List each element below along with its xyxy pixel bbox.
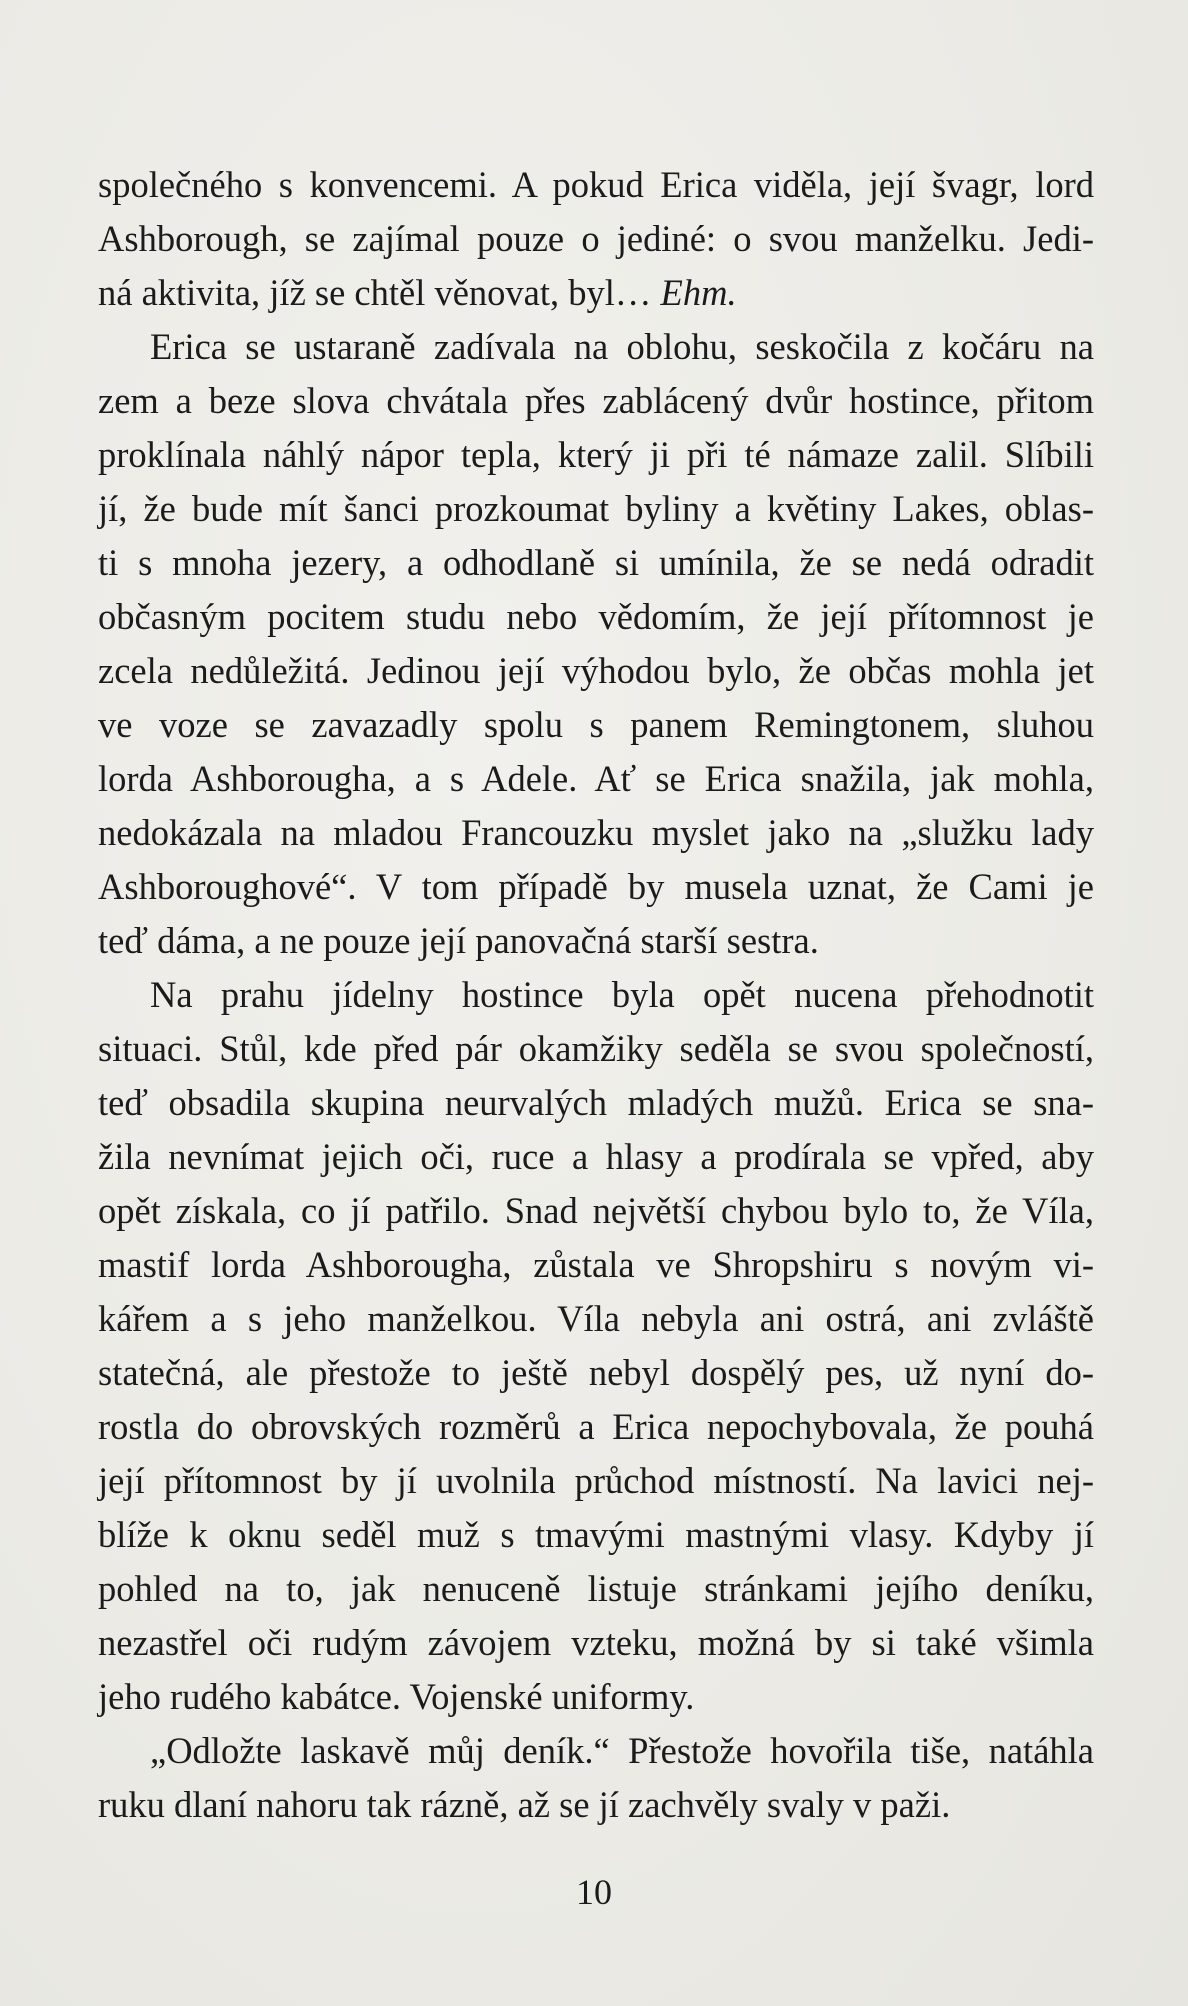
text-line: kářem a s jeho manželkou. Víla nebyla ani ostrá, ani zvláště bbox=[98, 1298, 1094, 1339]
text-line: teď obsadila skupina neurvalých mladých mužů. Erica se sna- bbox=[98, 1082, 1094, 1123]
emphasized-word: Ehm. bbox=[660, 272, 737, 313]
text-line: žila nevnímat jejich oči, ruce a hlasy a prodírala se vpřed, aby bbox=[98, 1136, 1094, 1177]
text-line: její přítomnost by jí uvolnila průchod místností. Na lavici nej- bbox=[98, 1460, 1094, 1501]
text-line: nezastřel oči rudým závojem vzteku, možná by si také všimla bbox=[98, 1622, 1094, 1663]
text-line: jeho rudého kabátce. Vojenské uniformy. bbox=[98, 1676, 695, 1717]
text-line: situaci. Stůl, kde před pár okamžiky seděla se svou společností, bbox=[98, 1028, 1094, 1069]
text-line: mastif lorda Ashborougha, zůstala ve Shropshiru s novým vi- bbox=[98, 1244, 1094, 1285]
text-line: rostla do obrovských rozměrů a Erica nepochybovala, že pouhá bbox=[98, 1406, 1094, 1447]
text-line: Ashboroughové“. V tom případě by musela uznat, že Cami je bbox=[98, 866, 1094, 907]
text-line: blíže k oknu seděl muž s tmavými mastnými vlasy. Kdyby jí bbox=[98, 1514, 1094, 1555]
text-line: zem a beze slova chvátala přes zablácený dvůr hostince, přitom bbox=[98, 380, 1094, 421]
text-line: nedokázala na mladou Francouzku myslet jako na „služku lady bbox=[98, 812, 1094, 853]
text-line: „Odložte laskavě můj deník.“ Přestože hovořila tiše, natáhla bbox=[150, 1730, 1094, 1771]
text-line: pohled na to, jak nenuceně listuje stránkami jejího deníku, bbox=[98, 1568, 1094, 1609]
body-text bbox=[98, 158, 1094, 1832]
text-line: lorda Ashborougha, a s Adele. Ať se Erica snažila, jak mohla, bbox=[98, 758, 1094, 799]
text-line: proklínala náhlý nápor tepla, který ji při té námaze zalil. Slíbili bbox=[98, 434, 1094, 475]
text-line: společného s konvencemi. A pokud Erica viděla, její švagr, lord bbox=[98, 164, 1094, 205]
text-line: ruku dlaní nahoru tak rázně, až se jí zachvěly svaly v paži. bbox=[98, 1784, 951, 1825]
text-line-with-emphasis bbox=[98, 266, 1094, 320]
text-line: zcela nedůležitá. Jedinou její výhodou bylo, že občas mohla jet bbox=[98, 650, 1094, 691]
text-line: Erica se ustaraně zadívala na oblohu, seskočila z kočáru na bbox=[150, 326, 1094, 367]
text-line: ti s mnoha jezery, a odhodlaně si umínila, že se nedá odradit bbox=[98, 542, 1094, 583]
page-number: 10 bbox=[576, 1872, 612, 1912]
text-line: teď dáma, a ne pouze její panovačná starší sestra. bbox=[98, 920, 819, 961]
text-line-prefix: ná aktivita, jíž se chtěl věnovat, byl… bbox=[98, 272, 661, 313]
text-line: Ashborough, se zajímal pouze o jediné: o svou manželku. Jedi- bbox=[98, 218, 1094, 259]
text-line: jí, že bude mít šanci prozkoumat byliny a květiny Lakes, oblas- bbox=[98, 488, 1094, 529]
text-line: statečná, ale přestože to ještě nebyl dospělý pes, už nyní do- bbox=[98, 1352, 1094, 1393]
text-line: ve voze se zavazadly spolu s panem Remingtonem, sluhou bbox=[98, 704, 1094, 745]
text-line: Na prahu jídelny hostince byla opět nucena přehodnotit bbox=[150, 974, 1094, 1015]
text-line: občasným pocitem studu nebo vědomím, že její přítomnost je bbox=[98, 596, 1094, 637]
text-line: opět získala, co jí patřilo. Snad největší chybou bylo to, že Víla, bbox=[98, 1190, 1094, 1231]
